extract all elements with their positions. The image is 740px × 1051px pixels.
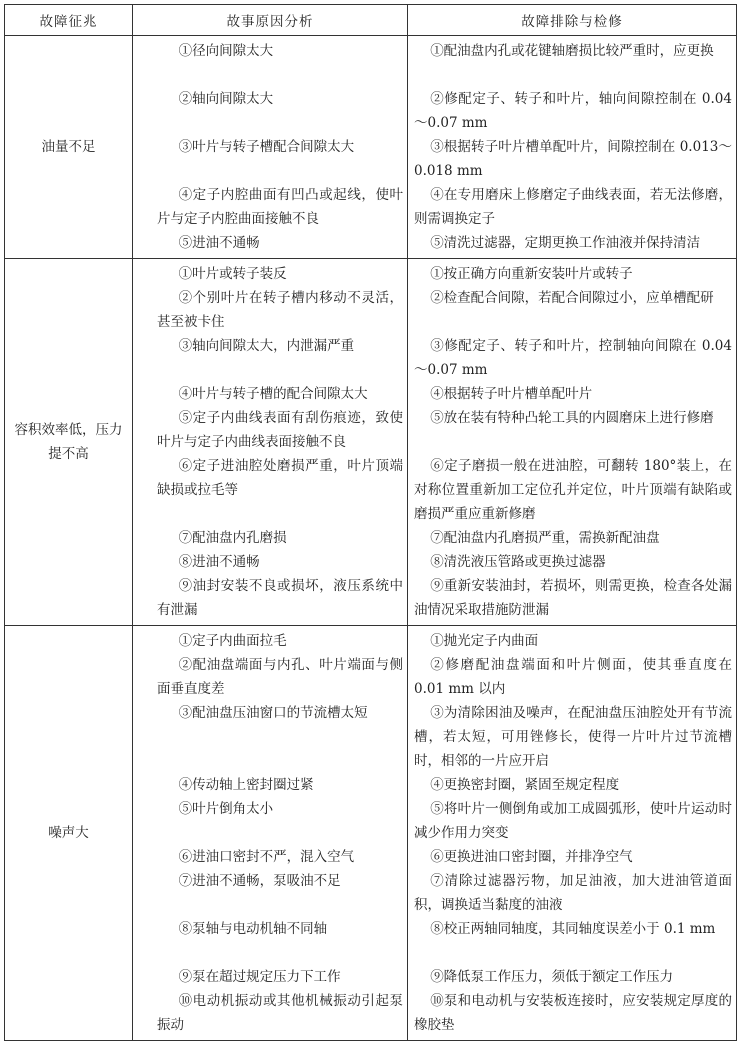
remedy-item: ⑧校正两轴同轴度，其同轴度误差小于 0.1 mm xyxy=(430,921,716,937)
remedy-item: ①配油盘内孔或花键轴磨损比较严重时，应更换 xyxy=(430,43,714,59)
cause-item: ⑤进油不通畅 xyxy=(178,235,260,251)
remedy-item: ③修配定子、转子和叶片，控制轴向间隙在 0.04～0.07 mm xyxy=(414,338,732,378)
cause-item: ③叶片与转子槽配合间隙太大 xyxy=(178,139,355,155)
symptom-cell: 噪声大 xyxy=(5,626,133,1041)
remedy-item: ④根据转子叶片槽单配叶片 xyxy=(430,386,593,402)
header-symptom: 故障征兆 xyxy=(5,5,133,36)
remedy-item: ⑤将叶片一侧倒角或加工成圆弧形，使叶片运动时减少作用力突变 xyxy=(414,801,732,841)
remedy-item: ①抛光定子内曲面 xyxy=(430,633,539,649)
remedy-item: ③为清除困油及噪声，在配油盘压油腔处开有节流槽，若太短，可用锉修长，使得一片叶片过节流槽时，相邻的一片应开启 xyxy=(414,705,732,769)
cause-item: ⑤叶片倒角太小 xyxy=(178,801,274,817)
cause-item: ⑨泵在超过规定压力下工作 xyxy=(178,969,341,985)
remedy-item: ⑦清除过滤器污物，加足油液，加大进油管道面积，调换适当黏度的油液 xyxy=(414,873,732,913)
cause-item: ⑥进油口密封不严，混入空气 xyxy=(178,849,355,865)
remedy-cell xyxy=(408,259,737,626)
cause-item: ⑦进油不通畅，泵吸油不足 xyxy=(178,873,341,889)
remedy-item: ③根据转子叶片槽单配叶片，间隙控制在 0.013～0.018 mm xyxy=(414,139,732,179)
remedy-item: ⑨重新安装油封，若损坏，则需更换，检查各处漏油情况采取措施防泄漏 xyxy=(414,578,732,618)
cause-item: ⑧进油不通畅 xyxy=(178,554,260,570)
cause-item: ⑥定子进油腔处磨损严重，叶片顶端缺损或拉毛等 xyxy=(157,458,403,498)
remedy-item: ④更换密封圈，紧固至规定程度 xyxy=(430,777,620,793)
cause-item: ②个别叶片在转子槽内移动不灵活，甚至被卡住 xyxy=(157,290,403,330)
header-row xyxy=(5,5,737,36)
symptom-cell: 容积效率低，压力提不高 xyxy=(5,259,133,626)
cause-item: ⑩电动机振动或其他机械振动引起泵振动 xyxy=(157,993,403,1033)
cause-cell xyxy=(133,626,408,1041)
remedy-cell xyxy=(408,36,737,259)
cause-item: ①径向间隙太大 xyxy=(178,43,274,59)
cause-item: ①定子内曲面拉毛 xyxy=(178,633,287,649)
symptom-cell: 油量不足 xyxy=(5,36,133,259)
cause-item: ③配油盘压油窗口的节流槽太短 xyxy=(178,705,368,721)
table-row xyxy=(5,626,737,1041)
remedy-item: ⑤清洗过滤器，定期更换工作油液并保持清洁 xyxy=(430,235,701,251)
cause-item: ①叶片或转子装反 xyxy=(178,266,287,282)
cause-item: ③轴向间隙太大，内泄漏严重 xyxy=(178,338,355,354)
table-row xyxy=(5,259,737,626)
cause-item: ⑧泵轴与电动机轴不同轴 xyxy=(178,921,328,937)
table-row xyxy=(5,36,737,259)
cause-item: ④叶片与转子槽的配合间隙太大 xyxy=(178,386,368,402)
remedy-item: ⑩泵和电动机与安装板连接时，应安装规定厚度的橡胶垫 xyxy=(414,993,732,1033)
remedy-item: ④在专用磨床上修磨定子曲线表面，若无法修磨，则需调换定子 xyxy=(414,187,732,227)
cause-item: ④传动轴上密封圈过紧 xyxy=(178,777,314,793)
cause-cell xyxy=(133,259,408,626)
remedy-item: ②修配定子、转子和叶片，轴向间隙控制在 0.04～0.07 mm xyxy=(414,91,732,131)
remedy-item: ⑦配油盘内孔磨损严重，需换新配油盘 xyxy=(430,530,660,546)
fault-table xyxy=(4,4,737,1041)
remedy-item: ⑧清洗液压管路或更换过滤器 xyxy=(430,554,606,570)
remedy-item: ①按正确方向重新安装叶片或转子 xyxy=(430,266,633,282)
remedy-item: ⑨降低泵工作压力，须低于额定工作压力 xyxy=(430,969,674,985)
header-remedy: 故障排除与检修 xyxy=(408,5,737,36)
remedy-item: ⑤放在装有特种凸轮工具的内圆磨床上进行修磨 xyxy=(430,410,714,426)
remedy-item: ②修磨配油盘端面和叶片侧面，使其垂直度在 0.01 mm 以内 xyxy=(414,657,732,697)
cause-item: ⑤定子内曲线表面有刮伤痕迹，致使叶片与定子内曲线表面接触不良 xyxy=(157,410,403,450)
remedy-item: ②检查配合间隙，若配合间隙过小，应单槽配研 xyxy=(430,290,714,306)
remedy-item: ⑥定子磨损一般在进油腔，可翻转 180°装上，在对称位置重新加工定位孔并定位，叶片顶端有缺陷或磨损严重应重新修磨 xyxy=(414,458,732,522)
cause-item: ⑨油封安装不良或损坏，液压系统中有泄漏 xyxy=(157,578,403,618)
cause-item: ②轴向间隙太大 xyxy=(178,91,274,107)
remedy-cell xyxy=(408,626,737,1041)
header-cause: 故事原因分析 xyxy=(133,5,408,36)
cause-item: ④定子内腔曲面有凹凸或起线，使叶片与定子内腔曲面接触不良 xyxy=(157,187,403,227)
cause-cell xyxy=(133,36,408,259)
remedy-item: ⑥更换进油口密封圈，并排净空气 xyxy=(430,849,633,865)
cause-item: ②配油盘端面与内孔、叶片端面与侧面垂直度差 xyxy=(157,657,403,697)
cause-item: ⑦配油盘内孔磨损 xyxy=(178,530,287,546)
